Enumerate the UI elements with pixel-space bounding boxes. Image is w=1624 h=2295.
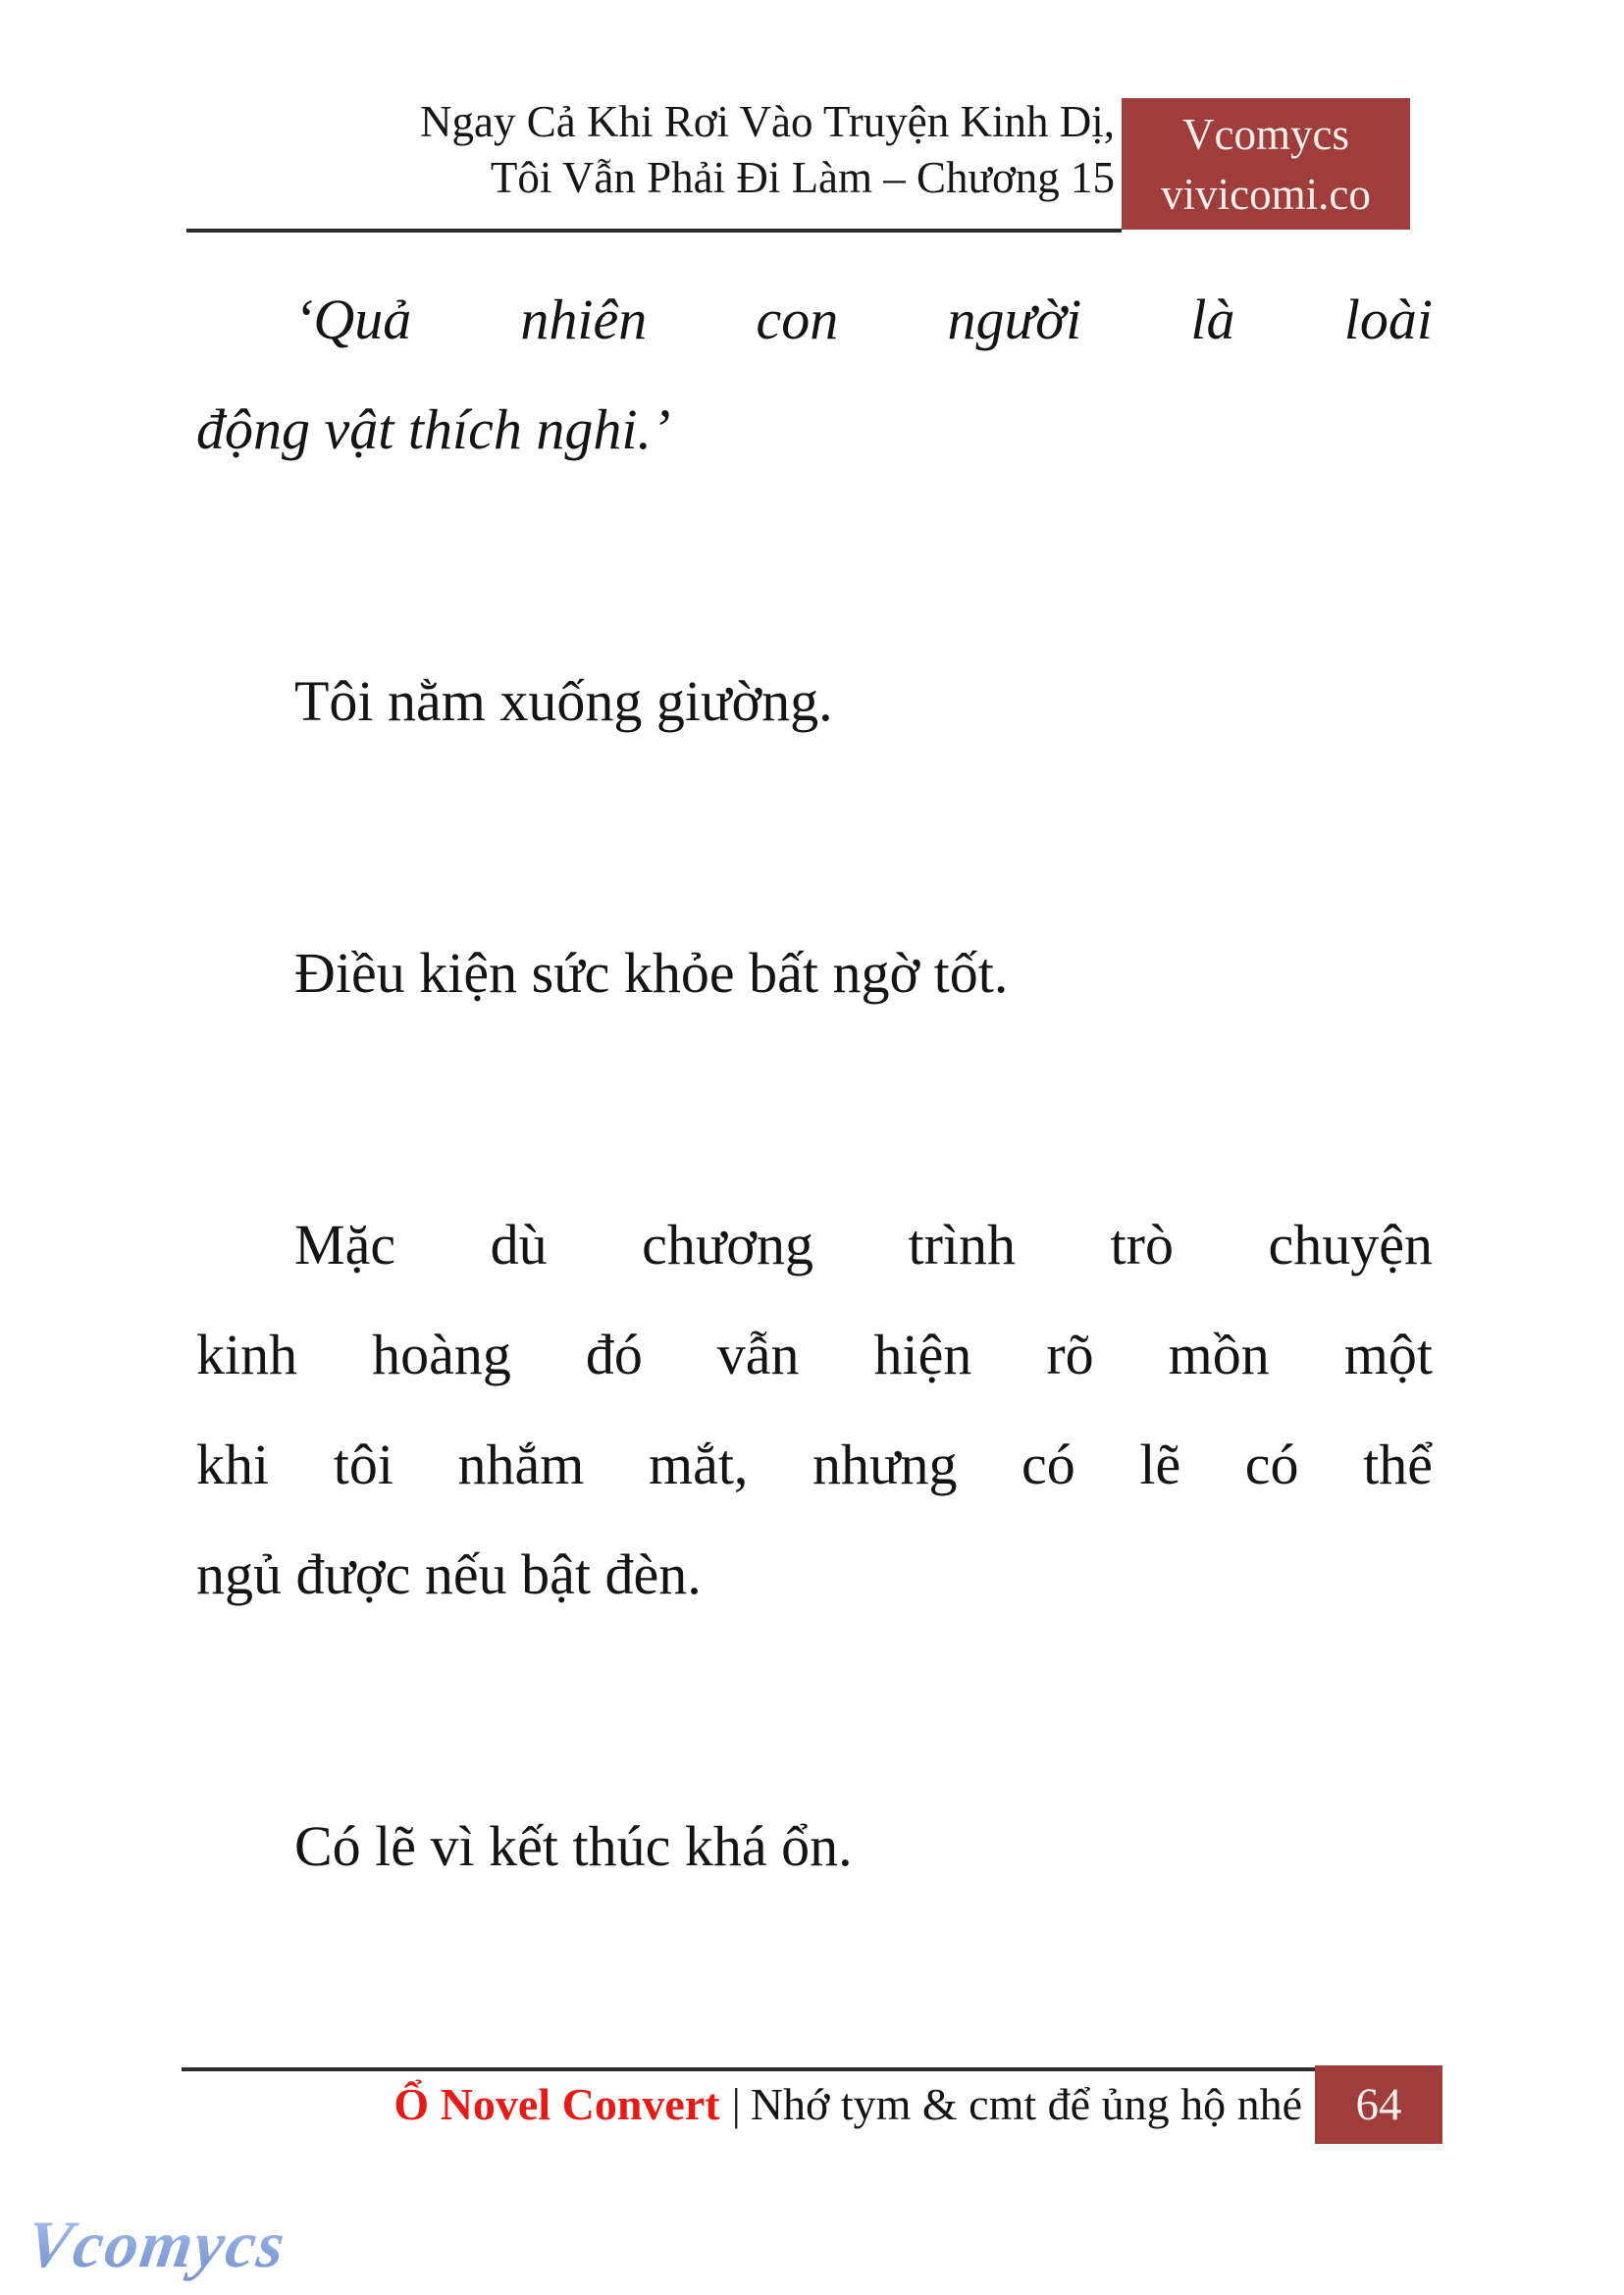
- footer: [0, 2065, 1442, 2144]
- vcomycs-watermark-logo: Vcomycs: [22, 2207, 291, 2281]
- paragraph: [196, 1190, 1433, 1630]
- paragraph: [196, 918, 1433, 1028]
- site-badge-url: vivicomi.co: [1161, 170, 1371, 219]
- page-number-badge: [1315, 2065, 1442, 2144]
- footer-text: [393, 2065, 1302, 2144]
- site-badge-name: Vcomycs: [1182, 110, 1349, 159]
- paragraph-quote: [196, 265, 1433, 485]
- header-title: [420, 94, 1115, 206]
- text-line: kinh hoàng đó vẫn hiện rõ mồn một: [196, 1323, 1433, 1386]
- text-line: Mặc dù chương trình trò chuyện: [294, 1213, 1433, 1277]
- text-line: Tôi nằm xuống giường.: [294, 669, 833, 733]
- footer-brand: Ổ Novel Convert: [393, 2079, 720, 2129]
- header-title-line1: Ngay Cả Khi Rơi Vào Truyện Kinh Dị,: [420, 97, 1115, 146]
- page-number: 64: [1355, 2079, 1402, 2130]
- text-line: ngủ được nếu bật đèn.: [196, 1542, 702, 1606]
- text-line: ‘Quả nhiên con người là loài: [294, 287, 1433, 351]
- header-title-line2: Tôi Vẫn Phải Đi Làm – Chương 15: [490, 153, 1115, 202]
- text-line: khi tôi nhắm mắt, nhưng có lẽ có thể: [196, 1433, 1433, 1496]
- text-line: động vật thích nghi.’: [196, 397, 671, 461]
- page-body-text: [196, 265, 1433, 2063]
- paragraph: [196, 1792, 1433, 1902]
- site-badge: [1122, 98, 1410, 230]
- text-line: Có lẽ vì kết thúc khá ổn.: [294, 1814, 853, 1878]
- text-line: Điều kiện sức khỏe bất ngờ tốt.: [294, 941, 1009, 1005]
- header-divider: [186, 229, 1122, 233]
- footer-separator: |: [731, 2079, 741, 2129]
- footer-note: Nhớ tym & cmt để ủng hộ nhé: [750, 2079, 1302, 2129]
- paragraph: [196, 647, 1433, 756]
